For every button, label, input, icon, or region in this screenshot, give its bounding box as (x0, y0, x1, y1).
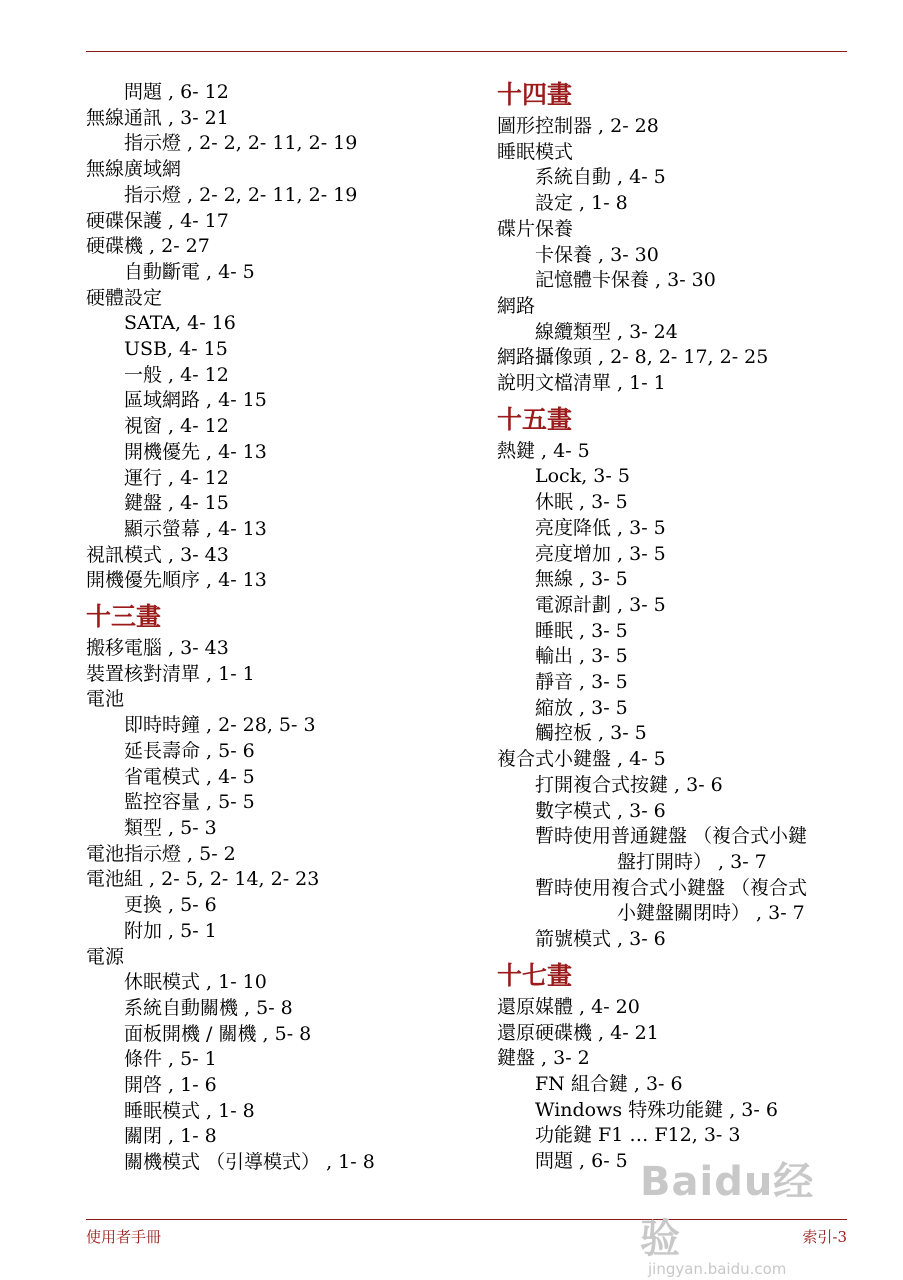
section-heading: 十四畫 (497, 80, 573, 109)
watermark-url: jingyan.baidu.com (648, 1260, 787, 1278)
section-heading: 十五畫 (497, 404, 573, 434)
index-subentry: 面板開機 / 關機 , 5- 8 (124, 1022, 312, 1045)
index-subentry: 運行 , 4- 12 (124, 466, 229, 489)
index-subentry: 箭號模式 , 3- 6 (535, 928, 666, 951)
section-heading: 十三畫 (86, 602, 162, 632)
index-entry: 裝置核對清單 , 1- 1 (86, 662, 255, 685)
index-entry: 無線通訊 , 3- 21 (86, 106, 229, 129)
index-entry: 電池 (86, 688, 125, 711)
index-subentry: 開啓 , 1- 6 (124, 1074, 217, 1097)
index-subentry: 打開複合式按鍵 , 3- 6 (535, 773, 723, 796)
index-subentry: 數字模式 , 3- 6 (535, 799, 666, 822)
index-subentry: 顯示螢幕 , 4- 13 (124, 517, 267, 540)
index-subentry-text: 暫時使用複合式小鍵盤 （複合式 (535, 876, 808, 899)
index-subentry: 條件 , 5- 1 (124, 1048, 217, 1071)
section-heading: 十七畫 (497, 960, 573, 990)
footer-page-number: 索引-3 (802, 1228, 847, 1246)
index-subentry: 亮度降低 , 3- 5 (535, 516, 666, 539)
index-subentry: 監控容量 , 5- 5 (124, 791, 255, 814)
index-subentry (497, 876, 847, 927)
index-subentry: 靜音 , 3- 5 (535, 671, 628, 694)
index-subentry: 亮度增加 , 3- 5 (535, 542, 666, 565)
index-subentry: 關機模式 （引導模式） , 1- 8 (124, 1151, 375, 1174)
index-entry: 電池組 , 2- 5, 2- 14, 2- 23 (86, 868, 320, 891)
index-subentry: 指示燈 , 2- 2, 2- 11, 2- 19 (124, 132, 358, 155)
index-entry: 還原媒體 , 4- 20 (497, 995, 640, 1018)
index-subentry: USB, 4- 15 (124, 338, 228, 361)
index-subentry: 視窗 , 4- 12 (124, 415, 229, 438)
index-subentry: 即時時鐘 , 2- 28, 5- 3 (124, 714, 316, 737)
header-rule (86, 51, 847, 52)
index-entry: 睡眠模式 (497, 140, 574, 163)
index-subentry: 無線 , 3- 5 (535, 568, 628, 591)
index-column-left (86, 80, 478, 1176)
index-subentry: 休眠 , 3- 5 (535, 491, 628, 514)
footer-manual-title: 使用者手冊 (86, 1228, 162, 1246)
watermark-brand: Baidu经验 (640, 1159, 815, 1262)
index-subentry: 功能鍵 F1 … F12, 3- 3 (535, 1124, 741, 1147)
index-subentry: 問題 , 6- 12 (124, 81, 229, 103)
index-subentry: 自動斷電 , 4- 5 (124, 260, 255, 283)
index-subentry: 電源計劃 , 3- 5 (535, 593, 666, 616)
index-subentry: 省電模式 , 4- 5 (124, 765, 255, 788)
index-entry: 說明文檔清單 , 1- 1 (497, 372, 666, 395)
index-subentry: 線纜類型 , 3- 24 (535, 320, 678, 343)
index-entry: 複合式小鍵盤 , 4- 5 (497, 748, 666, 771)
index-subentry: 系統自動關機 , 5- 8 (124, 996, 293, 1019)
index-subentry: 問題 , 6- 5 (535, 1150, 628, 1173)
index-entry: 電源 (86, 945, 125, 968)
index-subentry: 睡眠 , 3- 5 (535, 619, 628, 642)
index-subentry: 休眠模式 , 1- 10 (124, 971, 267, 994)
index-entry: 圖形控制器 , 2- 28 (497, 115, 659, 137)
index-subentry-text: 暫時使用普通鍵盤 （複合式小鍵 (535, 825, 808, 848)
index-subentry: SATA, 4- 16 (124, 312, 236, 335)
index-subentry: Windows 特殊功能鍵 , 3- 6 (535, 1098, 778, 1121)
index-entry: 開機優先順序 , 4- 13 (86, 569, 267, 592)
index-entry: 網路攝像頭 , 2- 8, 2- 17, 2- 25 (497, 346, 769, 369)
index-subentry: Lock, 3- 5 (535, 465, 630, 488)
index-entry: 視訊模式 , 3- 43 (86, 543, 229, 566)
index-subentry: FN 組合鍵 , 3- 6 (535, 1072, 683, 1095)
index-subentry: 附加 , 5- 1 (124, 919, 217, 942)
index-subentry: 輸出 , 3- 5 (535, 645, 628, 668)
index-subentry: 系統自動 , 4- 5 (535, 166, 666, 189)
index-subentry: 開機優先 , 4- 13 (124, 440, 267, 463)
index-column-right (497, 80, 847, 1175)
index-subentry: 睡眠模式 , 1- 8 (124, 1099, 255, 1122)
index-subentry-continuation: 小鍵盤關閉時） , 3- 7 (617, 902, 805, 925)
index-subentry: 一般 , 4- 12 (124, 363, 229, 386)
index-entry: 無線廣域網 (86, 158, 182, 181)
index-subentry: 鍵盤 , 4- 15 (124, 492, 229, 515)
index-entry: 硬碟保護 , 4- 17 (86, 209, 229, 232)
index-subentry: 關閉 , 1- 8 (124, 1125, 217, 1148)
index-entry: 硬體設定 (86, 286, 163, 309)
index-subentry: 指示燈 , 2- 2, 2- 11, 2- 19 (124, 183, 358, 206)
index-entry: 搬移電腦 , 3- 43 (86, 637, 229, 660)
index-entry: 還原硬碟機 , 4- 21 (497, 1021, 659, 1044)
index-entry: 熱鍵 , 4- 5 (497, 439, 590, 462)
index-entry: 碟片保養 (497, 217, 574, 240)
index-subentry: 記憶體卡保養 , 3- 30 (535, 269, 716, 292)
index-subentry: 卡保養 , 3- 30 (535, 243, 659, 266)
index-subentry: 區域網路 , 4- 15 (124, 389, 267, 412)
index-entry: 電池指示燈 , 5- 2 (86, 842, 236, 865)
index-entry: 網路 (497, 294, 536, 317)
index-subentry-continuation: 盤打開時） , 3- 7 (617, 850, 767, 873)
index-subentry: 縮放 , 3- 5 (535, 696, 628, 719)
index-subentry: 設定 , 1- 8 (535, 192, 628, 215)
index-subentry: 類型 , 5- 3 (124, 816, 217, 839)
index-subentry (497, 824, 847, 875)
index-entry: 硬碟機 , 2- 27 (86, 235, 210, 258)
index-entry: 鍵盤 , 3- 2 (497, 1047, 590, 1070)
index-subentry: 觸控板 , 3- 5 (535, 722, 647, 745)
index-subentry: 更換 , 5- 6 (124, 894, 217, 917)
index-subentry: 延長壽命 , 5- 6 (124, 739, 255, 762)
